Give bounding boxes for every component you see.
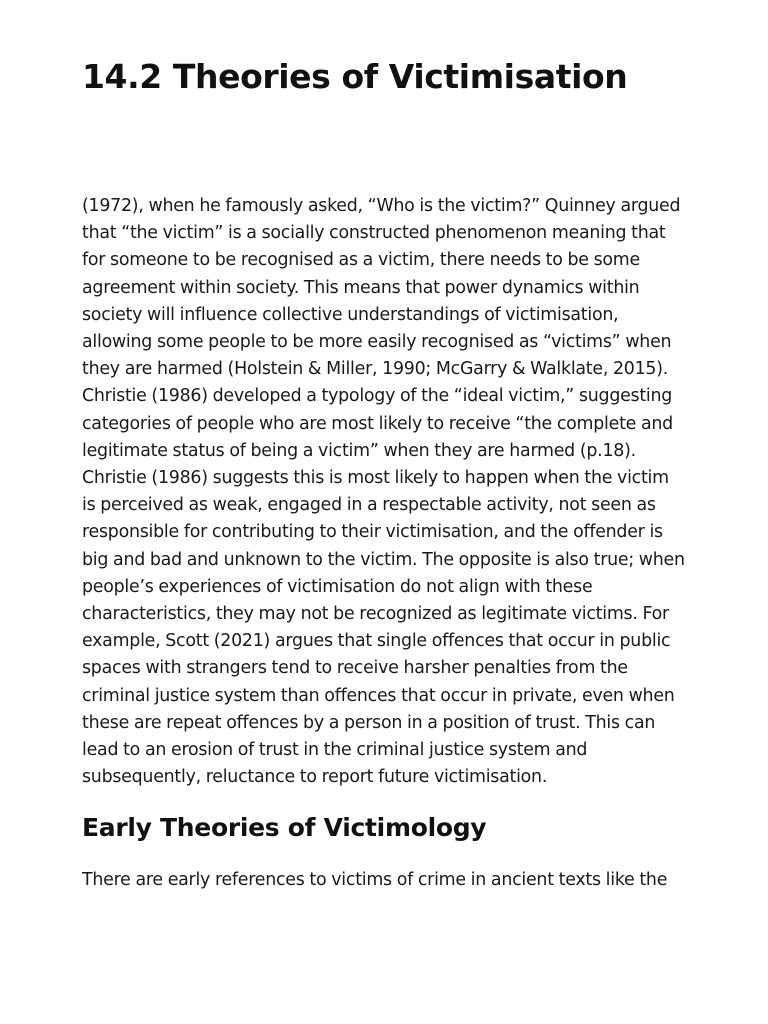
body-paragraph-early-theories: There are early references to victims of crime in ancient texts like the xyxy=(82,870,668,891)
body-paragraph: (1972), when he famously asked, “Who is the victim?” Quinney argued that “the victim” is a socially constructed phenomenon meaning that for someone to be recognised as a victim, there needs to be some agreement within society. This means that power dynamics within society will influence collective understandings of victimisation, allowing some people to be more easily recognised as “victims” when they are harmed (Holstein & Miller, 1990; McGarry & Walklate, 2015). Christie (1986) developed a typology of the “ideal victim,” suggesting categories of people who are most likely to receive “the complete and legitimate status of being a victim” when they are harmed (p.18). Christie (1986) suggests this is most likely to happen when the victim is perceived as weak, engaged in a respectable activity, not seen as responsible for contributing to their victimisation, and the offender is big and bad and unknown to the victim. The opposite is also true; when people’s experiences of victimisation do not align with these characteristics, they may not be recognized as legitimate victims. For example, Scott (2021) argues that single offences that occur in public spaces with strangers tend to receive harsher penalties from the criminal justice system than offences that occur in private, even when these are repeat offences by a person in a position of trust. This can lead to an erosion of trust in the criminal justice system and subsequently, reluctance to report future victimisation. xyxy=(82,196,685,788)
section-heading-early-theories: Early Theories of Victimology xyxy=(82,813,487,843)
page-title: 14.2 Theories of Victimisation xyxy=(82,57,628,96)
